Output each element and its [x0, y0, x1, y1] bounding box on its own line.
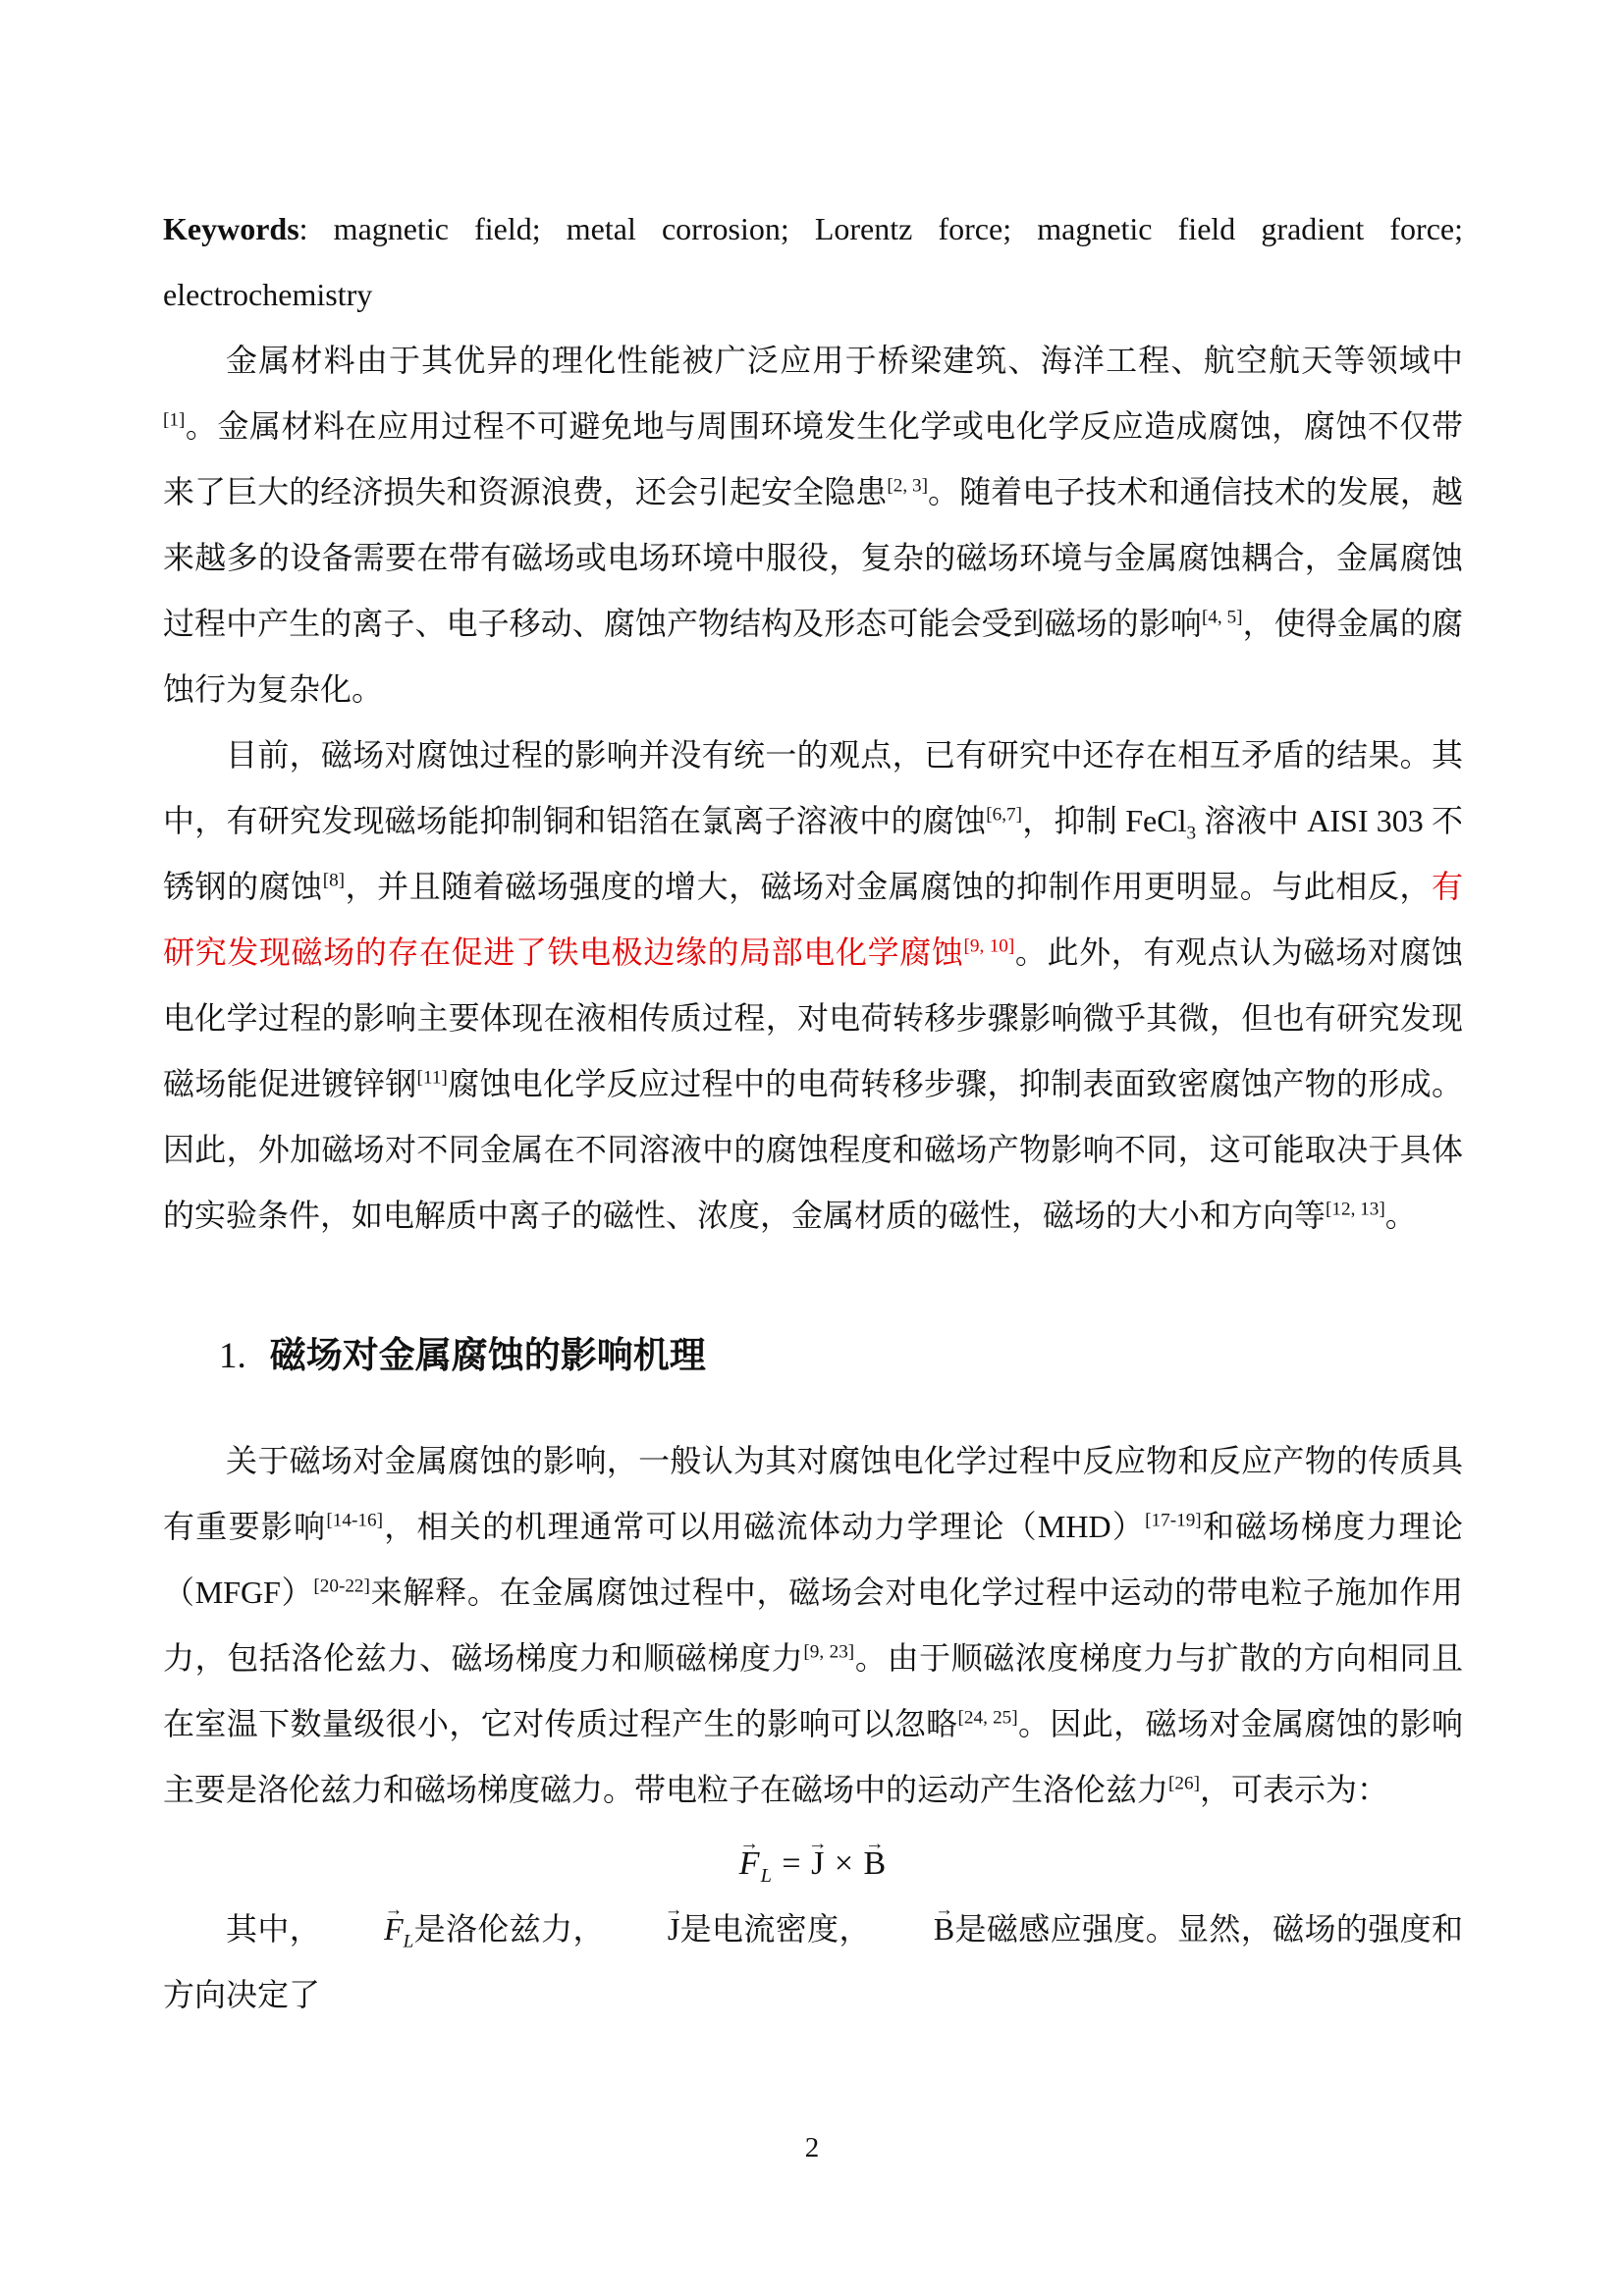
- paragraph-research-controversy: 目前，磁场对腐蚀过程的影响并没有统一的观点，已有研究中还存在相互矛盾的结果。其中，有研究发现磁场能抑制铜和铝箔在氯离子溶液中的腐蚀[6,7]，抑制 FeCl$_3$ 溶液中 AISI 303 不锈钢的腐蚀[8]，并且随着磁场强度的增大，磁场对金属腐蚀的抑制作用更明显。与此相反，有研究发现磁场的存在促进了铁电极边缘的局部电化学腐蚀[9, 10]。此外，有观点认为磁场对腐蚀电化学过程的影响主要体现在液相传质过程，对电荷转移步骤影响微乎其微，但也有研究发现磁场能促进镀锌钢[11]腐蚀电化学反应过程中的电荷转移步骤，抑制表面致密腐蚀产物的形成。因此，外加磁场对不同金属在不同溶液中的腐蚀程度和磁场产物影响不同，这可能取决于具体的实验条件，如电解质中离子的磁性、浓度，金属材质的磁性，磁场的大小和方向等[12, 13]。: [163, 737, 1463, 1233]
- keywords-line: Keywords: magnetic field; metal corrosion; Lorentz force; magnetic field gradient force; electrochemistry: [163, 211, 1463, 312]
- paragraph-intro-materials: 金属材料由于其优异的理化性能被广泛应用于桥梁建筑、海洋工程、航空航天等领域中[1]。金属材料在应用过程不可避免地与周围环境发生化学或电化学反应造成腐蚀，腐蚀不仅带来了巨大的经济损失和资源浪费，还会引起安全隐患[2, 3]。随着电子技术和通信技术的发展，越来越多的设备需要在带有磁场或电场环境中服役，复杂的磁场环境与金属腐蚀耦合，金属腐蚀过程中产生的离子、电子移动、腐蚀产物结构及形态可能会受到磁场的影响[4, 5]，使得金属的腐蚀行为复杂化。: [163, 343, 1463, 707]
- section-heading: [163, 1331, 1463, 1381]
- section-title: 磁场对金属腐蚀的影响机理: [269, 1335, 706, 1375]
- page-number: 2: [804, 2132, 820, 2163]
- section-number: 1.: [219, 1336, 246, 1376]
- page-content: [163, 196, 1463, 2028]
- lorentz-force-equation: → $F_L$ = → J × → B: [163, 1831, 1463, 1896]
- paragraph-mechanism: 关于磁场对金属腐蚀的影响，一般认为其对腐蚀电化学过程中反应物和反应产物的传质具有重要影响[14-16]，相关的机理通常可以用磁流体动力学理论（MHD）[17-19]和磁场梯度力理论（MFGF）[20-22]来解释。在金属腐蚀过程中，磁场会对电化学过程中运动的带电粒子施加作用力，包括洛伦兹力、磁场梯度力和顺磁梯度力[9, 23]。由于顺磁浓度梯度力与扩散的方向相同且在室温下数量级很小，它对传质过程产生的影响可以忽略[24, 25]。因此，磁场对金属腐蚀的影响主要是洛伦兹力和磁场梯度磁力。带电粒子在磁场中的运动产生洛伦兹力[26]，可表示为：: [163, 1443, 1463, 1807]
- paragraph-equation-explanation: 其中， → $F_L$是洛伦兹力， → J是电流密度， → B是磁感应强度。显然，磁场的强度和方向决定了: [163, 1896, 1463, 2028]
